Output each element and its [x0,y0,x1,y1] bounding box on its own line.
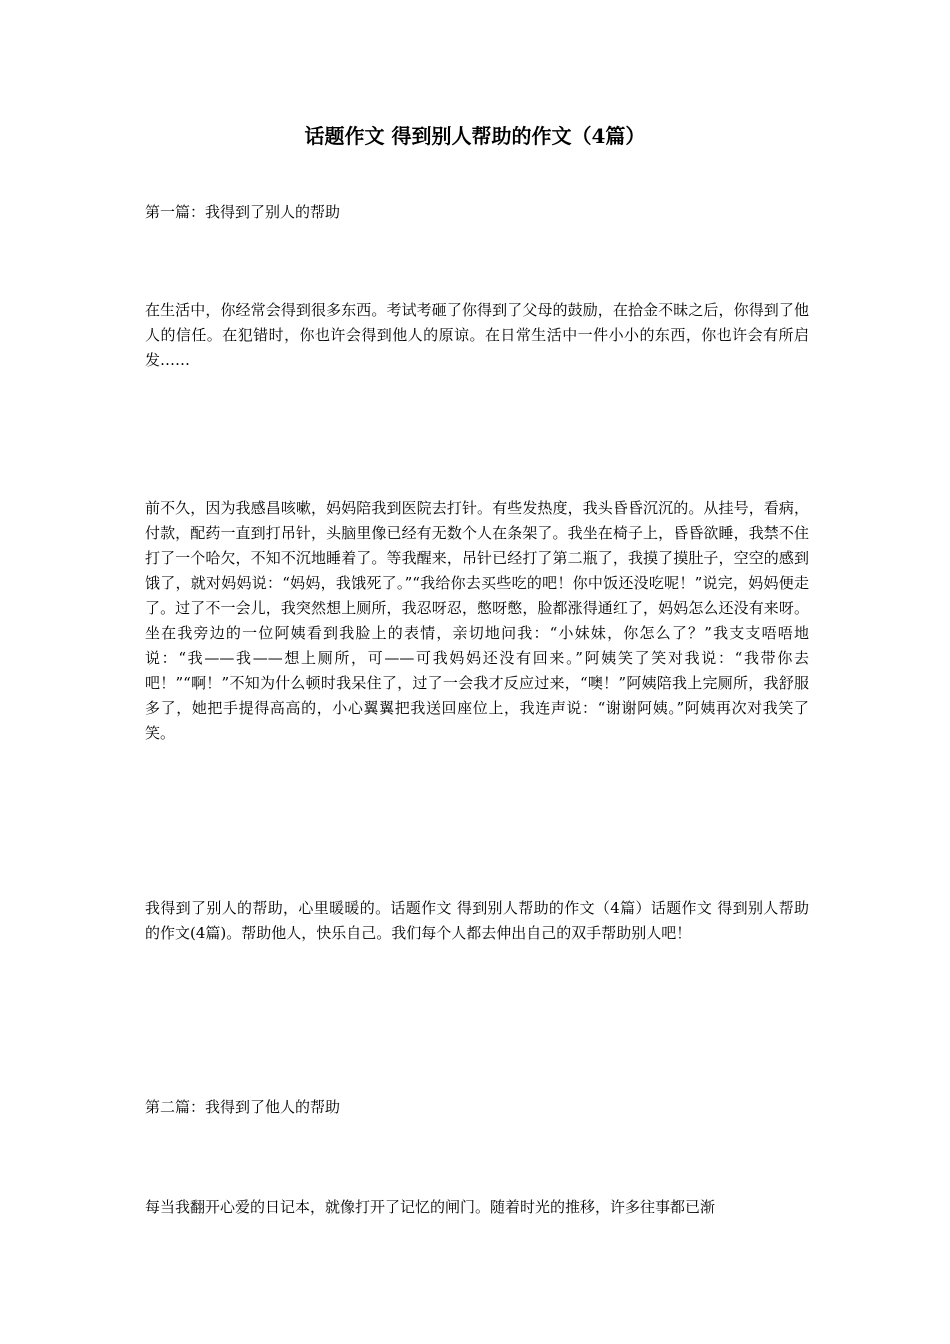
section-1-paragraph-1: 在生活中，你经常会得到很多东西。考试考砸了你得到了父母的鼓励，在拾金不昧之后，你得到了他人的信任。在犯错时，你也许会得到他人的原谅。在日常生活中一件小小的东西，你也许会有所启发…… [145,301,809,369]
document-title: 话题作文 得到别人帮助的作文（4篇） [304,124,646,148]
section-2-paragraph-1: 每当我翻开心爱的日记本，就像打开了记忆的闸门。随着时光的推移，许多往事都已渐 [145,1198,716,1216]
section-1-paragraph-2: 前不久，因为我感昌咳嗽，妈妈陪我到医院去打针。有些发热度，我头昏昏沉沉的。从挂号，看病，付款，配药一直到打吊针，头脑里像已经有无数个人在条架了。我坐在椅子上，昏昏欲睡，我禁不住打了一个哈欠，不知不沉地睡着了。等我醒来，吊针已经打了第二瓶了，我摸了摸肚子，空空的感到饿了，就对妈妈说：“妈妈，我饿死了。”“我给你去买些吃的吧！你中饭还没吃呢！”说完，妈妈便走了。过了不一会儿，我突然想上厕所，我忍呀忍，憋呀憋，脸都涨得通红了，妈妈怎么还没有来呀。坐在我旁边的一位阿姨看到我脸上的表情，亲切地问我：“小妹妹，你怎么了？”我支支唔唔地说：“我——我——想上厕所，可——可我妈妈还没有回来。”阿姨笑了笑对我说：“我带你去吧！”“啊！”不知为什么顿时我呆住了，过了一会我才反应过来，“噢！”阿姨陪我上完厕所，我舒服多了，她把手提得高高的，小心翼翼把我送回座位上，我连声说：“谢谢阿姨。”阿姨再次对我笑了笑。 [145,499,809,742]
section-1-paragraph-3: 我得到了别人的帮助，心里暖暖的。话题作文 得到别人帮助的作文（4篇）话题作文 得到别人帮助的作文(4篇)。帮助他人，快乐自己。我们每个人都去伸出自己的双手帮助别人吧！ [145,899,809,942]
section-1-heading: 第一篇：我得到了别人的帮助 [145,203,341,221]
section-2-heading: 第二篇：我得到了他人的帮助 [145,1098,341,1116]
